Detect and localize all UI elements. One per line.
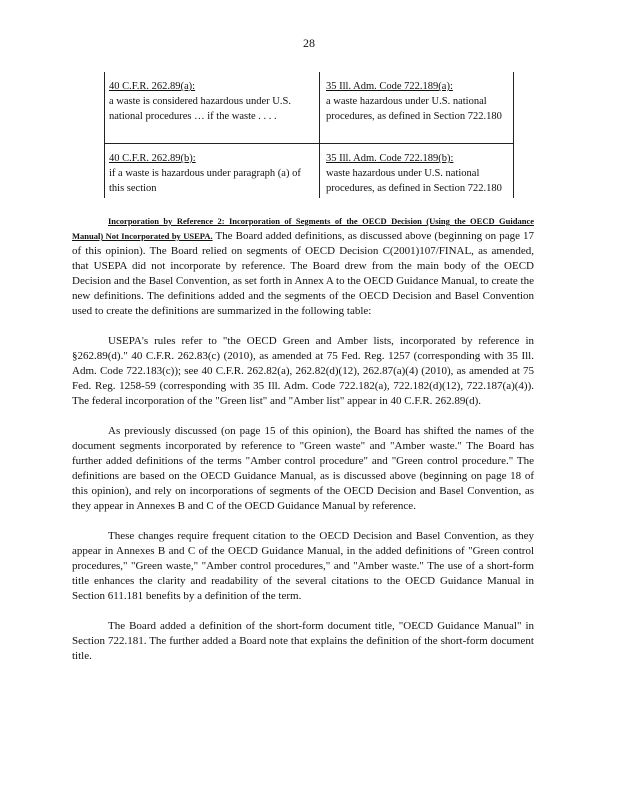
federal-cell: [109, 79, 305, 124]
paragraph: USEPA's rules refer to "the OECD Green and Amber lists, incorporated by reference in §262.89(d)." 40 C.F.R. 262.83(c) (2010), as amended at 75 Fed. Reg. 1257 (corresponding with 35 Ill. Adm. Code 722.183(c)); see 40 C.F.R. 262.82(a), 262.82(d)(12), 262.87(a)(4) (2010), as amended at 75 Fed. Reg. 1258-59 (corresponding with 35 Ill. Adm. Code 722.182(a), 722.182(d)(12), 722.187(a)(4)). The federal incorporation of the "Green list" and "Amber list" appear in 40 C.F.R. 262.89(d).: [72, 335, 534, 407]
section-block: [72, 214, 534, 679]
state-cell: [326, 79, 506, 124]
federal-text: if a waste is hazardous under paragraph (a) of this section: [109, 168, 301, 194]
state-citation: 35 Ill. Adm. Code 722.189(b):: [326, 153, 454, 164]
federal-citation: 40 C.F.R. 262.89(a):: [109, 81, 196, 92]
state-cell: [326, 151, 506, 196]
federal-text: a waste is considered hazardous under U.S. national procedures … if the waste . . . .: [109, 96, 291, 122]
paragraph: The Board added a definition of the short-form document title, "OECD Guidance Manual" in Section 722.181. The further added a Board note that explains the definition of the short-form document title.: [72, 620, 534, 662]
federal-citation: 40 C.F.R. 262.89(b):: [109, 153, 196, 164]
paragraph: As previously discussed (on page 15 of this opinion), the Board has shifted the names of the document segments incorporated by reference to "Green waste" and "Amber waste." The Board has further added definitions of the terms "Amber control procedure" and "Green control procedure." The definitions are based on the OECD Guidance Manual, as is discussed above (beginning on page 18 of this opinion), and rely on incorporations of segments of the OECD Decision and Basel Convention, as they appear in Annexes B and C of the OECD Guidance Manual by reference.: [72, 425, 534, 512]
state-citation: 35 Ill. Adm. Code 722.189(a):: [326, 81, 453, 92]
section-heading: Incorporation by Reference 2: Incorporation of Segments of the OECD Decision (Using the OECD Guidance Manual) Not Incorporated by USEPA.: [72, 216, 534, 241]
table-row: [105, 144, 513, 198]
table-row: [105, 72, 513, 144]
state-text: waste hazardous under U.S. national procedures, as defined in Section 722.180: [326, 168, 502, 194]
comparison-table: [104, 72, 514, 198]
federal-cell: [109, 151, 305, 196]
section-intro: The Board added definitions, as discussed above (beginning on page 17 of this opinion). The Board relied on segments of OECD Decision C(2001)107/FINAL, as amended, that USEPA did not incorporate by reference. The Board drew from the main body of the OECD Decision and the Basel Convention, as set forth in Annex A to the OECD Guidance Manual, to create the new definitions. The definitions added and the segments of the OECD Decision and Basel Convention used to create the definitions are summarized in the following table:: [72, 230, 535, 317]
section-paragraph: [72, 214, 534, 319]
paragraph: These changes require frequent citation to the OECD Decision and Basel Convention, as they appear in Annexes B and C of the OECD Guidance Manual, in the added definitions of "Green control procedures," "Green waste," "Amber control procedures," and "Amber waste." The use of a short-form title enhances the clarity and readability of the several citations to the OECD Guidance Manual in Section 611.181 benefits by a definition of the term.: [72, 530, 534, 602]
page-number: 28: [303, 36, 315, 50]
state-text: a waste hazardous under U.S. national procedures, as defined in Section 722.180: [326, 96, 502, 122]
